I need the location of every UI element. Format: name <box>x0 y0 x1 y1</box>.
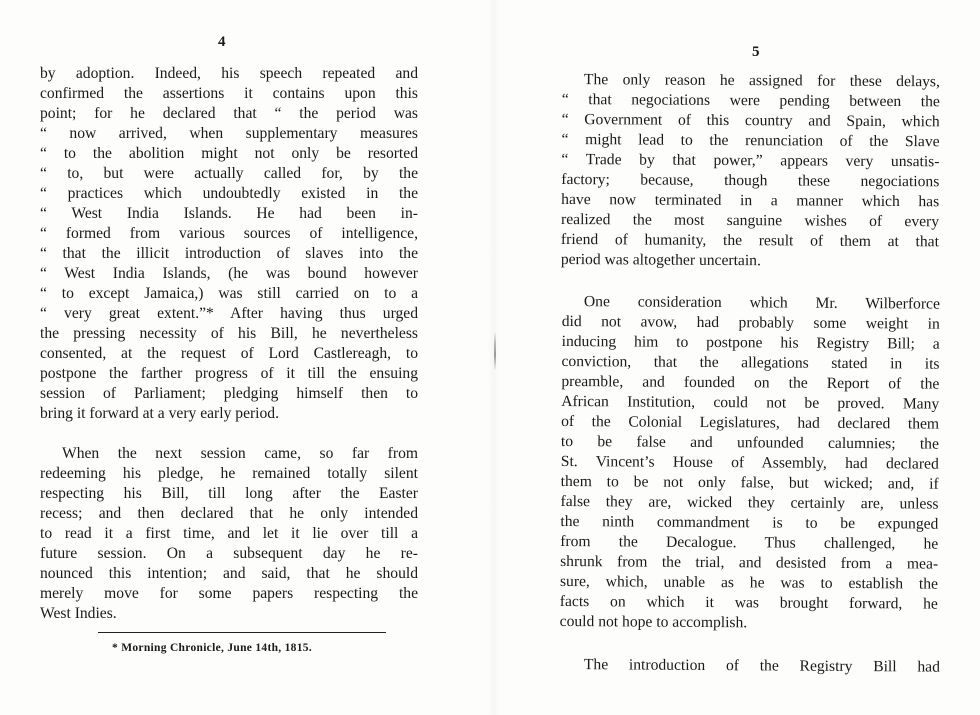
text-line: “ Trade by that power,” appears very unsatis- <box>561 150 940 171</box>
text-line: recess; and then declared that he only intended <box>40 505 418 522</box>
text-line: “ that negociations were pending between the <box>561 90 940 111</box>
text-line: postpone the farther progress of it till the ensuing <box>40 365 418 382</box>
text-line: conviction, that the allegations stated in its <box>561 352 940 373</box>
text-line: When the next session came, so far from <box>62 445 418 462</box>
text-line: consented, at the request of Lord Castlereagh, to <box>40 345 418 362</box>
footnote: * Morning Chronicle, June 14th, 1815. <box>112 642 313 654</box>
text-line: could not hope to accomplish. <box>559 612 748 632</box>
text-line: inducing him to postpone his Registry Bill; a <box>561 332 940 353</box>
left-paragraph-2 <box>40 444 418 624</box>
text-line: West Indies. <box>40 605 117 622</box>
right-paragraph-3 <box>562 655 940 678</box>
text-line: “ now arrived, when supplementary measures <box>40 125 418 142</box>
text-line: sure, which, unable as he was to establish the <box>559 572 939 593</box>
text-line: African Institution, could not be proved. Many <box>561 392 940 413</box>
text-line: future session. On a subsequent day he re- <box>40 545 418 562</box>
text-line: St. Vincent’s House of Assembly, had declared <box>560 452 939 473</box>
text-line: “ West India Islands. He had been in- <box>40 205 418 222</box>
text-line: have now terminated in a manner which has <box>561 190 940 211</box>
text-line: shrunk from the trial, and desisted from a mea- <box>560 552 939 573</box>
page-number-right: 5 <box>752 44 760 60</box>
text-line: The introduction of the Registry Bill had <box>583 656 940 676</box>
text-line: the ninth commandment is to be expunged <box>560 512 939 533</box>
text-line: realized the most sanguine wishes of every <box>561 210 940 231</box>
text-line: “ to the abolition might not only be resorted <box>40 145 418 162</box>
left-paragraph-1 <box>40 64 418 424</box>
text-line: false they are, wicked they certainly are, unless <box>560 492 939 513</box>
text-line: them to be not only false, but wicked; and, if <box>560 472 939 493</box>
footnote-divider <box>98 632 386 633</box>
text-line: to be false and unfounded calumnies; the <box>560 432 940 453</box>
text-line: factory; because, though these negociations <box>561 170 940 191</box>
text-line: the pressing necessity of his Bill, he nevertheless <box>40 325 418 342</box>
text-line: period was altogether uncertain. <box>560 250 761 270</box>
text-line: “ formed from various sources of intelligence, <box>40 225 418 242</box>
text-line: “ might lead to the renunciation of the Slave <box>561 130 940 151</box>
text-line: redeeming his pledge, he remained totally silent <box>40 465 418 482</box>
text-line: nounced this intention; and said, that he should <box>40 565 418 582</box>
text-line: “ practices which undoubtedly existed in the <box>40 185 418 202</box>
text-line: confirmed the assertions it contains upon this <box>40 85 418 102</box>
text-line: session of Parliament; pledging himself then to <box>40 385 418 402</box>
text-line: facts on which it was brought forward, he <box>559 592 938 613</box>
text-line: “ Government of this country and Spain, which <box>561 110 940 131</box>
text-line: friend of humanity, the result of them at that <box>560 230 940 251</box>
text-line: “ to, but were actually called for, by the <box>40 165 418 182</box>
right-paragraph-2 <box>560 292 940 635</box>
text-line: The only reason he assigned for these delays, <box>583 71 940 91</box>
text-line: One consideration which Mr. Wilberforce <box>583 293 940 313</box>
text-line: respecting his Bill, till long after the Easter <box>40 485 418 502</box>
text-line: by adoption. Indeed, his speech repeated and <box>40 65 418 82</box>
text-line: bring it forward at a very early period. <box>40 405 280 422</box>
text-line: point; for he declared that “ the period was <box>40 105 418 122</box>
text-line: merely move for some papers respecting the <box>40 585 418 602</box>
text-line: “ to except Jamaica,) was still carried on to a <box>40 285 418 302</box>
page-number-left: 4 <box>218 34 226 50</box>
text-line: to read it a first time, and let it lie over till a <box>40 525 418 542</box>
text-line: preamble, and founded on the Report of the <box>561 372 940 393</box>
text-line: from the Decalogue. Thus challenged, he <box>560 532 939 553</box>
right-paragraph-1 <box>561 70 940 272</box>
text-line: of the Colonial Legislatures, had declared them <box>561 412 940 433</box>
text-line: “ West India Islands, (he was bound however <box>40 265 418 282</box>
text-line: “ very great extent.”* After having thus urged <box>40 305 418 322</box>
right-page <box>490 0 980 715</box>
text-line: did not avow, had probably some weight in <box>561 312 940 333</box>
text-line: “ that the illicit introduction of slaves into the <box>40 245 418 262</box>
